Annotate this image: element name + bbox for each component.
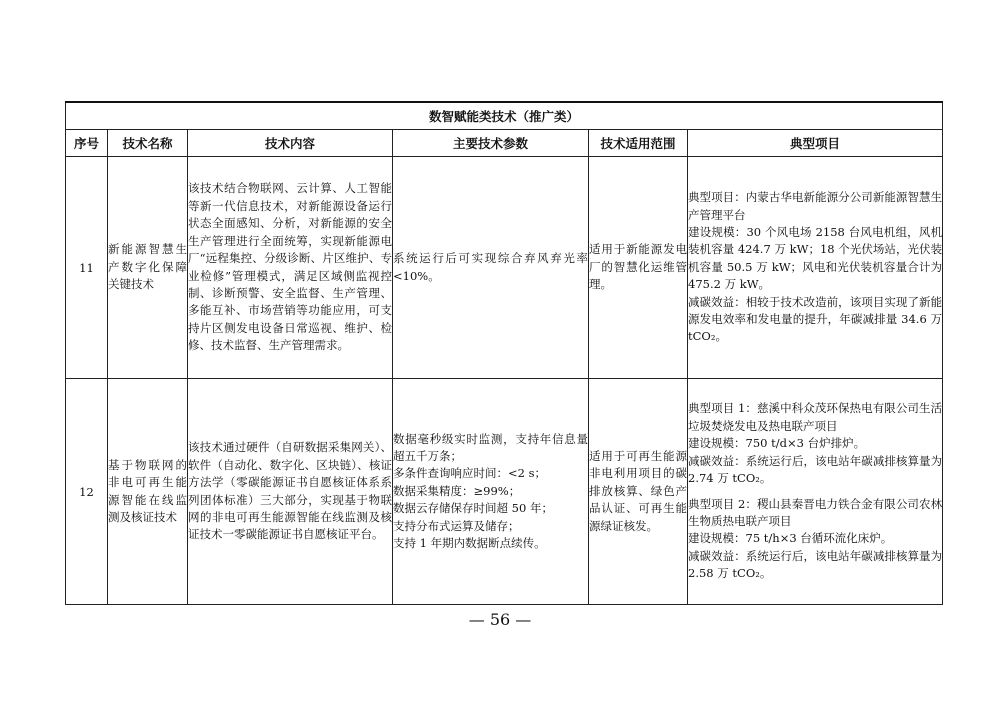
param-line: 支持 1 年期内数据断点续传。 [393,536,546,551]
project-scale: 建设规模：30 个风电场 2158 台风电机组，风机装机容量 424.7 万 kW；18 个光伏场站，光伏装机容量 50.5 万 kW；风电和光伏装机容量合计为 475.2 万 kW。 [688,224,943,292]
technology-content: 该技术通过硬件（自研数据采集网关）、软件（自动化、数字化、区块链）、核证方法学（零碳能源证书自愿核证体系系列团体标准）三大部分，实现基于物联网的非电可再生能源智能在线监测及核证技术一零碳能源证书自愿核证平台。 [188,379,393,605]
param-line: 系统运行后可实现综合弃风弃光率<10%。 [393,251,588,283]
typical-projects [688,157,943,379]
project-scale: 建设规模：75 t/h×3 台循环流化床炉。 [688,531,893,546]
table-header-row [66,130,943,157]
project-scale: 建设规模：750 t/d×3 台炉排炉。 [688,436,866,451]
technology-name: 基于物联网的非电可再生能源智能在线监测及核证技术 [108,379,188,605]
table-title-row [66,102,943,130]
header-no: 序号 [66,130,108,157]
row-number: 12 [66,379,108,605]
technology-table [65,101,943,605]
header-scope: 技术适用范围 [589,130,688,157]
project-title: 典型项目 1：慈溪中科众茂环保热电有限公司生活垃圾焚烧发电及热电联产项目 [688,401,943,433]
project-benefit: 减碳效益：系统运行后，该电站年碳减排核算量为 2.74 万 tCO₂。 [688,453,943,486]
technology-name: 新能源智慧生产数字化保障关键技术 [108,157,188,379]
header-projects: 典型项目 [688,130,943,157]
technology-params [393,379,589,605]
row-number: 11 [66,157,108,379]
table-row [66,379,943,605]
technology-content: 该技术结合物联网、云计算、人工智能等新一代信息技术，对新能源设备运行状态全面感知、分析，对新能源的安全生产管理进行全面统筹，实现新能源电厂“远程集控、分级诊断、片区维护、专业检修”管理模式，满足区域侧监视控制、诊断预警、安全监督、生产管理、多能互补、市场营销等功能应用，可支持片区侧发电设备日常巡视、维护、检修、技术监督、生产管理需求。 [188,157,393,379]
param-line: 数据采集精度：≥99%； [393,483,521,498]
page-number: — 56 — [468,610,532,629]
table-row [66,157,943,379]
project-divider [688,488,942,496]
typical-projects [688,379,943,605]
applicable-scope: 适用于可再生能源非电利用项目的碳排放核算、绿色产品认证、可再生能源绿证核发。 [589,379,688,605]
technology-params [393,157,589,379]
header-name: 技术名称 [108,130,188,157]
project-benefit: 减碳效益：系统运行后，该电站年碳减排核算量为 2.58 万 tCO₂。 [688,548,943,581]
param-line: 数据云存储保存时间超 50 年； [393,501,553,516]
header-params: 主要技术参数 [393,130,589,157]
project-title: 典型项目：内蒙古华电新能源分公司新能源智慧生产管理平台 [688,190,943,222]
param-line: 数据毫秒级实时监测，支持年信息量超五千万条； [393,431,588,463]
header-content: 技术内容 [188,130,393,157]
applicable-scope: 适用于新能源发电厂的智慧化运维管理。 [589,157,688,379]
table-title: 数智赋能类技术（推广类） [66,102,943,130]
param-line: 多条件查询响应时间：<2 s； [393,466,547,481]
project-title: 典型项目 2：稷山县秦晋电力铁合金有限公司农林生物质热电联产项目 [688,496,943,528]
project-benefit: 减碳效益：相较于技术改造前，该项目实现了新能源发电效率和发电量的提升，年碳减排量 34.6 万 tCO₂。 [688,294,943,344]
param-line: 支持分布式运算及储存； [393,518,520,533]
